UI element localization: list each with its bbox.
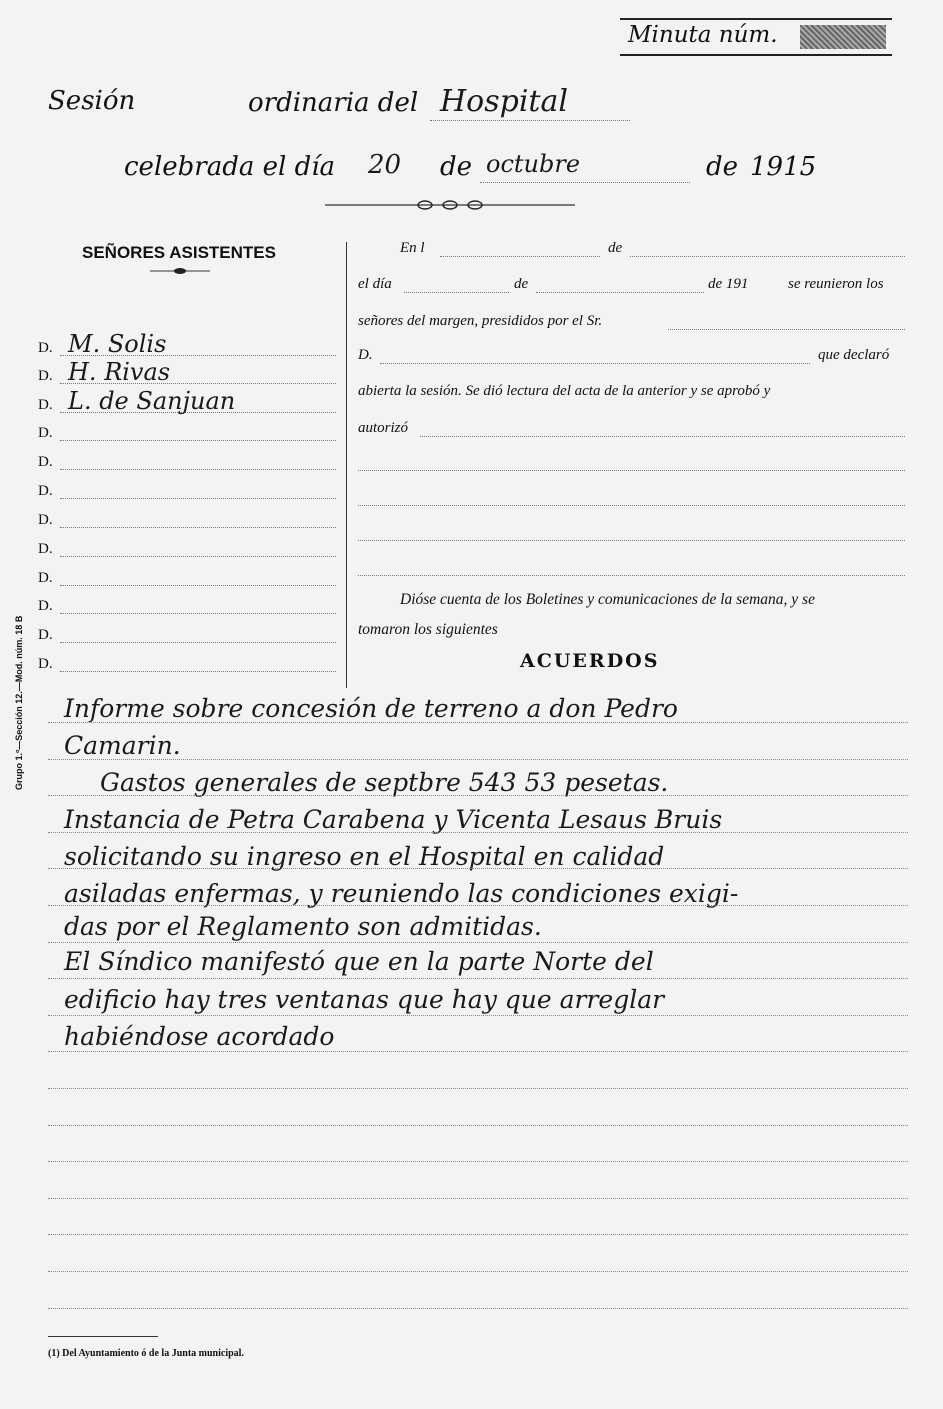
- asistente-prefix: D.: [38, 368, 53, 384]
- acta-line1-a: En l: [400, 240, 425, 256]
- acta-line1-dots: [440, 256, 600, 257]
- tipo-sesion: ordinaria del: [248, 88, 419, 118]
- ruled-line: [48, 868, 908, 869]
- acuerdo-line: Informe sobre concesión de terreno a don Pedro: [64, 694, 678, 723]
- ruled-line: [48, 795, 908, 796]
- asistente-line: [60, 642, 336, 643]
- ruled-line: [48, 1198, 908, 1199]
- minuta-label: Minuta núm.: [628, 22, 778, 48]
- column-divider: [346, 242, 347, 688]
- asistente-name: H. Rivas: [68, 358, 171, 386]
- acta-blank-line: [358, 540, 905, 541]
- minuta-box: [620, 18, 892, 56]
- ruled-line: [48, 1161, 908, 1162]
- asistente-prefix: D.: [38, 598, 53, 614]
- acta-line4-b: que declaró: [818, 347, 890, 363]
- dia-handwritten: 20: [368, 150, 402, 180]
- asistente-line: [60, 585, 336, 586]
- de2-label: de: [706, 152, 739, 182]
- ruled-line: [48, 1088, 908, 1089]
- mes-line: [480, 182, 690, 183]
- acta-line6: autorizó: [358, 420, 409, 436]
- asistente-prefix: D.: [38, 425, 53, 441]
- asistente-prefix: D.: [38, 340, 53, 356]
- ruled-line: [48, 1125, 908, 1126]
- de1-label: de: [440, 152, 473, 182]
- acta-line4-a: D.: [358, 347, 373, 363]
- asistente-name: M. Solis: [68, 330, 167, 358]
- asistente-prefix: D.: [38, 397, 53, 413]
- ornament-divider: [325, 196, 575, 214]
- boletines-line2: tomaron los siguientes: [358, 621, 498, 638]
- asistentes-title: SEÑORES ASISTENTES: [82, 243, 276, 262]
- ruled-line: [48, 1234, 908, 1235]
- asistente-prefix: D.: [38, 570, 53, 586]
- acuerdo-line: Gastos generales de septbre 543 53 pesetas.: [100, 768, 669, 797]
- acta-line2-b: de: [514, 276, 529, 292]
- acta-blank-line: [358, 505, 905, 506]
- ruled-line: [48, 905, 908, 906]
- acta-line2-d: se reunieron los: [788, 276, 884, 292]
- ruled-line: [48, 1051, 908, 1052]
- acuerdo-line: Instancia de Petra Carabena y Vicenta Lesaus Bruis: [64, 805, 723, 834]
- acta-line6-dots: [420, 436, 905, 437]
- ruled-line: [48, 759, 908, 760]
- ruled-line: [48, 832, 908, 833]
- minuta-number-redacted: [800, 25, 886, 49]
- asistente-name: L. de Sanjuan: [68, 387, 236, 415]
- celebrada-label: celebrada el día: [124, 152, 336, 182]
- ruled-line: [48, 722, 908, 723]
- asistente-line: [60, 527, 336, 528]
- asistente-line: [60, 469, 336, 470]
- footnote: (1) Del Ayuntamiento ó de la Junta municipal.: [48, 1348, 244, 1359]
- mes-handwritten: octubre: [486, 150, 581, 178]
- acta-line3-dots: [668, 329, 905, 330]
- asistente-prefix: D.: [38, 627, 53, 643]
- boletines-line1: Dióse cuenta de los Boletines y comunicaciones de la semana, y se: [400, 591, 815, 608]
- acuerdo-line: edificio hay tres ventanas que hay que arreglar: [64, 985, 665, 1014]
- ruled-line: [48, 942, 908, 943]
- ruled-line: [48, 1271, 908, 1272]
- asistente-line: [60, 440, 336, 441]
- ruled-line: [48, 978, 908, 979]
- acuerdo-line: das por el Reglamento son admitidas.: [64, 912, 542, 941]
- acuerdo-line: habiéndose acordado: [64, 1022, 335, 1051]
- acta-line2-c: de 191: [708, 276, 749, 292]
- acta-line1-b: de: [608, 240, 623, 256]
- asistente-prefix: D.: [38, 454, 53, 470]
- asistente-prefix: D.: [38, 541, 53, 557]
- anio-value: 1915: [750, 152, 817, 182]
- acta-line4-dots: [380, 363, 810, 364]
- acta-blank-line: [358, 470, 905, 471]
- ruled-line: [48, 1015, 908, 1016]
- acta-line3: señores del margen, presididos por el Sr.: [358, 313, 603, 329]
- acta-line2-dots2: [536, 292, 704, 293]
- asistente-line: [60, 498, 336, 499]
- asistente-line: [60, 613, 336, 614]
- asistente-prefix: D.: [38, 483, 53, 499]
- asistente-line: [60, 671, 336, 672]
- asistente-prefix: D.: [38, 656, 53, 672]
- entidad-line: [430, 120, 630, 121]
- form-model-code: Grupo 1.º—Sección 12.—Mod. núm. 18 B: [14, 615, 24, 790]
- acta-line2-a: el día: [358, 276, 392, 292]
- asistente-line: [60, 556, 336, 557]
- acta-blank-line: [358, 575, 905, 576]
- acuerdos-heading: ACUERDOS: [520, 650, 660, 672]
- acuerdo-line: Camarin.: [64, 731, 181, 760]
- acta-line2-dots: [404, 292, 509, 293]
- footnote-rule: [48, 1336, 158, 1337]
- sesion-label: Sesión: [48, 86, 136, 116]
- acuerdo-line: El Síndico manifestó que en la parte Norte del: [64, 947, 654, 976]
- asistente-prefix: D.: [38, 512, 53, 528]
- acta-line5: abierta la sesión. Se dió lectura del acta de la anterior y se aprobó y: [358, 383, 771, 399]
- acta-line1-dots2: [630, 256, 905, 257]
- acuerdo-line: solicitando su ingreso en el Hospital en calidad: [64, 842, 665, 871]
- ruled-line: [48, 1308, 908, 1309]
- asistentes-ornament: [150, 266, 210, 276]
- acuerdo-line: asiladas enfermas, y reuniendo las condiciones exigi-: [64, 879, 739, 908]
- entidad-handwritten: Hospital: [440, 84, 568, 119]
